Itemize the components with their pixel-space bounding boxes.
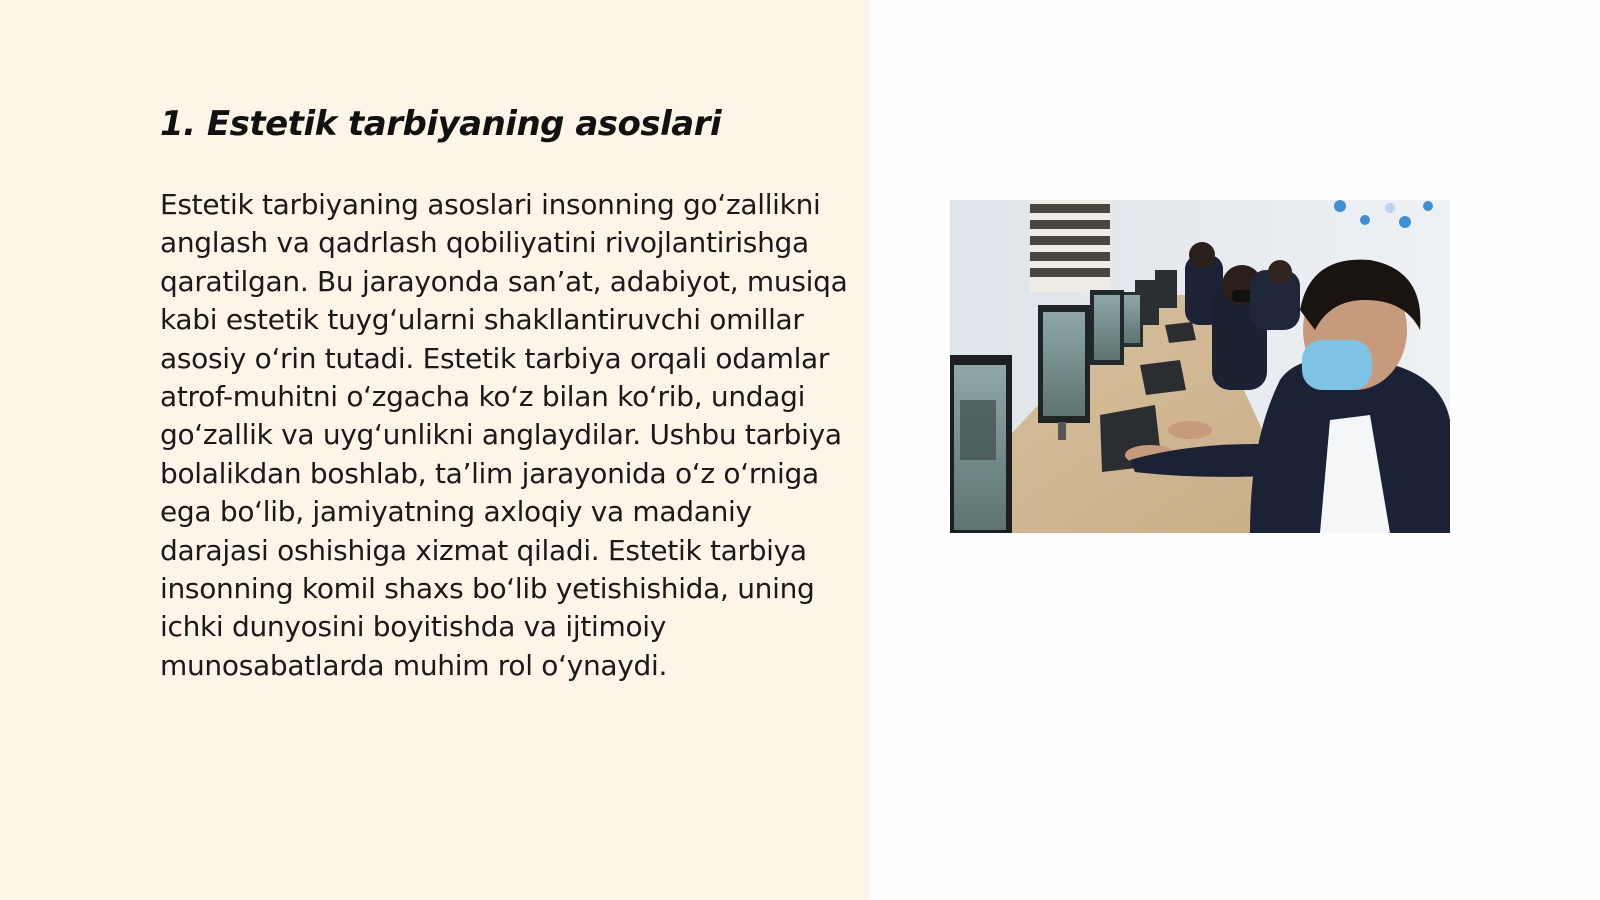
slide-body-text: Estetik tarbiyaning asoslari insonning go‘zallikni anglash va qadrlash qobiliyatini rivojlantirishga qaratilgan. Bu jarayonda san’at, adabiyot, musiqa kabi estetik tuyg‘ularni shakllantiruvchi omillar asosiy o‘rin tutadi. Estetik tarbiya orqali odamlar atrof-muhitni o‘zgacha ko‘z bilan ko‘rib, undagi go‘zallik va uyg‘unlikni anglaydilar. Ushbu tarbiya bolalikdan boshlab, ta’lim jarayonida o‘z o‘rniga ega bo‘lib, jamiyatning axloqiy va madaniy darajasi oshishiga xizmat qiladi. Estetik tarbiya insonning komil shaxs bo‘lib yetishishida, uning ichki dunyosini boyitishda va ijtimoiy munosabatlarda muhim rol o‘ynaydi. [160, 188, 848, 682]
students-at-computers-photo [950, 200, 1450, 533]
slide-heading: 1. Estetik tarbiyaning asoslari [160, 104, 722, 144]
